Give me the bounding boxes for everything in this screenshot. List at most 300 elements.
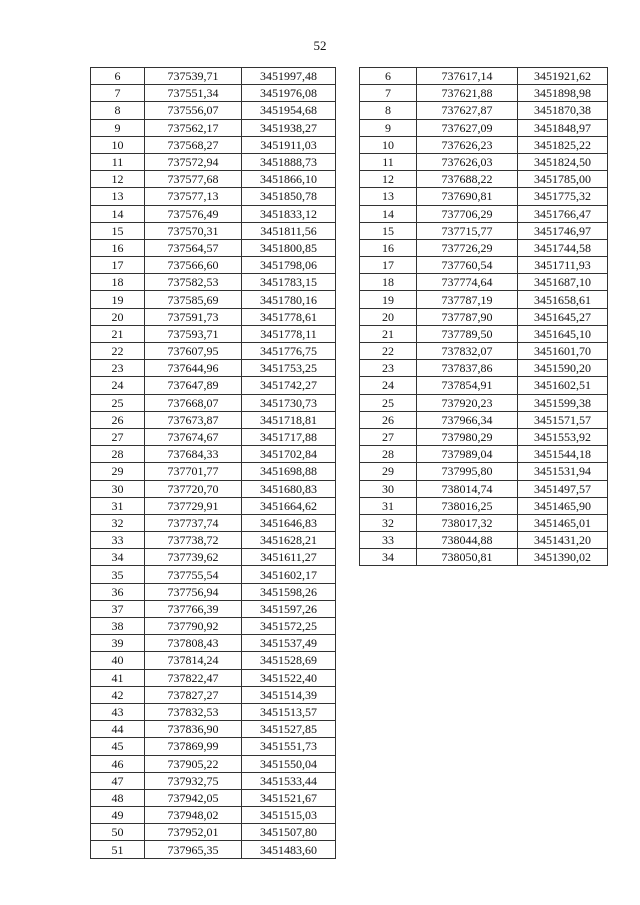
y-coordinate-cell: 3451590,20	[518, 360, 608, 377]
y-coordinate-cell: 3451921,62	[518, 68, 608, 85]
table-row	[360, 205, 608, 222]
y-coordinate-cell: 3451599,38	[518, 394, 608, 411]
x-coordinate-cell: 737570,31	[145, 222, 242, 239]
x-coordinate-cell: 737814,24	[145, 652, 242, 669]
table-row	[91, 807, 336, 824]
y-coordinate-cell: 3451513,57	[242, 703, 336, 720]
y-coordinate-cell: 3451544,18	[518, 446, 608, 463]
y-coordinate-cell: 3451778,61	[242, 308, 336, 325]
point-number-cell: 26	[360, 411, 417, 428]
y-coordinate-cell: 3451717,88	[242, 428, 336, 445]
table-row	[360, 291, 608, 308]
x-coordinate-cell: 737617,14	[417, 68, 518, 85]
y-coordinate-cell: 3451521,67	[242, 789, 336, 806]
point-number-cell: 18	[360, 274, 417, 291]
point-number-cell: 28	[91, 446, 145, 463]
table-row	[91, 514, 336, 531]
y-coordinate-cell: 3451698,88	[242, 463, 336, 480]
x-coordinate-cell: 737827,27	[145, 686, 242, 703]
x-coordinate-cell: 737965,35	[145, 841, 242, 858]
point-number-cell: 15	[91, 222, 145, 239]
x-coordinate-cell: 737556,07	[145, 102, 242, 119]
x-coordinate-cell: 737572,94	[145, 153, 242, 170]
y-coordinate-cell: 3451645,10	[518, 325, 608, 342]
y-coordinate-cell: 3451898,98	[518, 85, 608, 102]
x-coordinate-cell: 737755,54	[145, 566, 242, 583]
table-row	[91, 824, 336, 841]
table-row	[91, 343, 336, 360]
y-coordinate-cell: 3451537,49	[242, 635, 336, 652]
table-row	[91, 738, 336, 755]
x-coordinate-cell: 737684,33	[145, 446, 242, 463]
x-coordinate-cell: 737568,27	[145, 136, 242, 153]
x-coordinate-cell: 737774,64	[417, 274, 518, 291]
x-coordinate-cell: 737836,90	[145, 721, 242, 738]
point-number-cell: 34	[91, 549, 145, 566]
x-coordinate-cell: 738050,81	[417, 549, 518, 566]
point-number-cell: 27	[360, 428, 417, 445]
table-row	[360, 411, 608, 428]
table-row	[91, 325, 336, 342]
point-number-cell: 12	[360, 171, 417, 188]
table-row	[91, 841, 336, 858]
point-number-cell: 17	[360, 257, 417, 274]
y-coordinate-cell: 3451522,40	[242, 669, 336, 686]
x-coordinate-cell: 737582,53	[145, 274, 242, 291]
y-coordinate-cell: 3451938,27	[242, 119, 336, 136]
x-coordinate-cell: 737989,04	[417, 446, 518, 463]
x-coordinate-cell: 737621,88	[417, 85, 518, 102]
x-coordinate-cell: 737690,81	[417, 188, 518, 205]
y-coordinate-cell: 3451531,94	[518, 463, 608, 480]
point-number-cell: 29	[91, 463, 145, 480]
point-number-cell: 37	[91, 600, 145, 617]
y-coordinate-cell: 3451602,51	[518, 377, 608, 394]
y-coordinate-cell: 3451744,58	[518, 239, 608, 256]
table-row	[360, 532, 608, 549]
y-coordinate-cell: 3451730,73	[242, 394, 336, 411]
point-number-cell: 39	[91, 635, 145, 652]
y-coordinate-cell: 3451753,25	[242, 360, 336, 377]
y-coordinate-cell: 3451780,16	[242, 291, 336, 308]
table-row	[91, 497, 336, 514]
y-coordinate-cell: 3451465,90	[518, 497, 608, 514]
x-coordinate-cell: 737647,89	[145, 377, 242, 394]
point-number-cell: 28	[360, 446, 417, 463]
x-coordinate-cell: 737832,53	[145, 703, 242, 720]
x-coordinate-cell: 737905,22	[145, 755, 242, 772]
point-number-cell: 32	[360, 514, 417, 531]
y-coordinate-cell: 3451833,12	[242, 205, 336, 222]
x-coordinate-cell: 737854,91	[417, 377, 518, 394]
y-coordinate-cell: 3451711,93	[518, 257, 608, 274]
table-row	[91, 721, 336, 738]
point-number-cell: 18	[91, 274, 145, 291]
table-row	[91, 171, 336, 188]
point-number-cell: 23	[360, 360, 417, 377]
y-coordinate-cell: 3451783,15	[242, 274, 336, 291]
y-coordinate-cell: 3451766,47	[518, 205, 608, 222]
table-row	[360, 360, 608, 377]
x-coordinate-cell: 737576,49	[145, 205, 242, 222]
y-coordinate-cell: 3451776,75	[242, 343, 336, 360]
x-coordinate-cell: 737837,86	[417, 360, 518, 377]
point-number-cell: 6	[91, 68, 145, 85]
point-number-cell: 30	[91, 480, 145, 497]
point-number-cell: 9	[91, 119, 145, 136]
table-row	[91, 222, 336, 239]
x-coordinate-cell: 737787,19	[417, 291, 518, 308]
x-coordinate-cell: 737644,96	[145, 360, 242, 377]
coordinates-table-left	[90, 67, 336, 859]
y-coordinate-cell: 3451628,21	[242, 532, 336, 549]
point-number-cell: 36	[91, 583, 145, 600]
y-coordinate-cell: 3451601,70	[518, 343, 608, 360]
point-number-cell: 11	[91, 153, 145, 170]
point-number-cell: 25	[91, 394, 145, 411]
point-number-cell: 45	[91, 738, 145, 755]
y-coordinate-cell: 3451870,38	[518, 102, 608, 119]
point-number-cell: 14	[360, 205, 417, 222]
point-number-cell: 24	[91, 377, 145, 394]
point-number-cell: 8	[360, 102, 417, 119]
table-row	[91, 446, 336, 463]
y-coordinate-cell: 3451598,26	[242, 583, 336, 600]
point-number-cell: 13	[360, 188, 417, 205]
point-number-cell: 32	[91, 514, 145, 531]
x-coordinate-cell: 737966,34	[417, 411, 518, 428]
x-coordinate-cell: 737952,01	[145, 824, 242, 841]
x-coordinate-cell: 737756,94	[145, 583, 242, 600]
y-coordinate-cell: 3451658,61	[518, 291, 608, 308]
x-coordinate-cell: 737760,54	[417, 257, 518, 274]
point-number-cell: 38	[91, 618, 145, 635]
table-row	[360, 446, 608, 463]
table-row	[91, 789, 336, 806]
table-row	[91, 257, 336, 274]
table-row	[91, 583, 336, 600]
table-row	[91, 136, 336, 153]
table-row	[360, 153, 608, 170]
point-number-cell: 30	[360, 480, 417, 497]
table-row	[91, 308, 336, 325]
table-row	[91, 463, 336, 480]
table-row	[360, 102, 608, 119]
point-number-cell: 50	[91, 824, 145, 841]
y-coordinate-cell: 3451848,97	[518, 119, 608, 136]
x-coordinate-cell: 738044,88	[417, 532, 518, 549]
table-row	[91, 600, 336, 617]
table-row	[360, 377, 608, 394]
y-coordinate-cell: 3451431,20	[518, 532, 608, 549]
table-row	[91, 703, 336, 720]
table-row	[91, 188, 336, 205]
point-number-cell: 22	[360, 343, 417, 360]
point-number-cell: 19	[360, 291, 417, 308]
x-coordinate-cell: 737980,29	[417, 428, 518, 445]
table-row	[360, 514, 608, 531]
table-row	[360, 257, 608, 274]
table-row	[91, 68, 336, 85]
y-coordinate-cell: 3451778,11	[242, 325, 336, 342]
x-coordinate-cell: 737787,90	[417, 308, 518, 325]
x-coordinate-cell: 737832,07	[417, 343, 518, 360]
point-number-cell: 14	[91, 205, 145, 222]
x-coordinate-cell: 737688,22	[417, 171, 518, 188]
table-row	[91, 480, 336, 497]
y-coordinate-cell: 3451798,06	[242, 257, 336, 274]
table-row	[91, 411, 336, 428]
point-number-cell: 10	[360, 136, 417, 153]
y-coordinate-cell: 3451702,84	[242, 446, 336, 463]
x-coordinate-cell: 738016,25	[417, 497, 518, 514]
point-number-cell: 16	[360, 239, 417, 256]
x-coordinate-cell: 737566,60	[145, 257, 242, 274]
y-coordinate-cell: 3451597,26	[242, 600, 336, 617]
y-coordinate-cell: 3451785,00	[518, 171, 608, 188]
x-coordinate-cell: 737822,47	[145, 669, 242, 686]
table-row	[91, 755, 336, 772]
x-coordinate-cell: 737920,23	[417, 394, 518, 411]
point-number-cell: 21	[360, 325, 417, 342]
x-coordinate-cell: 738014,74	[417, 480, 518, 497]
point-number-cell: 15	[360, 222, 417, 239]
point-number-cell: 33	[360, 532, 417, 549]
x-coordinate-cell: 737706,29	[417, 205, 518, 222]
x-coordinate-cell: 737539,71	[145, 68, 242, 85]
y-coordinate-cell: 3451550,04	[242, 755, 336, 772]
x-coordinate-cell: 737577,13	[145, 188, 242, 205]
x-coordinate-cell: 737577,68	[145, 171, 242, 188]
x-coordinate-cell: 737715,77	[417, 222, 518, 239]
y-coordinate-cell: 3451800,85	[242, 239, 336, 256]
x-coordinate-cell: 737789,50	[417, 325, 518, 342]
x-coordinate-cell: 737551,34	[145, 85, 242, 102]
y-coordinate-cell: 3451497,57	[518, 480, 608, 497]
x-coordinate-cell: 737739,62	[145, 549, 242, 566]
point-number-cell: 16	[91, 239, 145, 256]
point-number-cell: 48	[91, 789, 145, 806]
table-row	[360, 222, 608, 239]
point-number-cell: 20	[360, 308, 417, 325]
table-row	[91, 669, 336, 686]
x-coordinate-cell: 737627,09	[417, 119, 518, 136]
y-coordinate-cell: 3451997,48	[242, 68, 336, 85]
x-coordinate-cell: 737591,73	[145, 308, 242, 325]
table-row	[91, 205, 336, 222]
x-coordinate-cell: 737701,77	[145, 463, 242, 480]
point-number-cell: 6	[360, 68, 417, 85]
table-row	[360, 136, 608, 153]
table-row	[91, 102, 336, 119]
point-number-cell: 43	[91, 703, 145, 720]
y-coordinate-cell: 3451687,10	[518, 274, 608, 291]
table-row	[91, 652, 336, 669]
table-row	[360, 119, 608, 136]
y-coordinate-cell: 3451824,50	[518, 153, 608, 170]
x-coordinate-cell: 737932,75	[145, 772, 242, 789]
point-number-cell: 34	[360, 549, 417, 566]
table-row	[91, 153, 336, 170]
y-coordinate-cell: 3451571,57	[518, 411, 608, 428]
point-number-cell: 51	[91, 841, 145, 858]
x-coordinate-cell: 738017,32	[417, 514, 518, 531]
x-coordinate-cell: 737942,05	[145, 789, 242, 806]
y-coordinate-cell: 3451664,62	[242, 497, 336, 514]
y-coordinate-cell: 3451611,27	[242, 549, 336, 566]
y-coordinate-cell: 3451718,81	[242, 411, 336, 428]
point-number-cell: 11	[360, 153, 417, 170]
table-row	[91, 549, 336, 566]
y-coordinate-cell: 3451390,02	[518, 549, 608, 566]
table-row	[360, 480, 608, 497]
table-row	[360, 308, 608, 325]
y-coordinate-cell: 3451507,80	[242, 824, 336, 841]
table-row	[91, 360, 336, 377]
y-coordinate-cell: 3451602,17	[242, 566, 336, 583]
point-number-cell: 19	[91, 291, 145, 308]
y-coordinate-cell: 3451646,83	[242, 514, 336, 531]
y-coordinate-cell: 3451551,73	[242, 738, 336, 755]
y-coordinate-cell: 3451954,68	[242, 102, 336, 119]
coordinates-table-left-body	[91, 68, 336, 859]
point-number-cell: 27	[91, 428, 145, 445]
point-number-cell: 10	[91, 136, 145, 153]
table-row	[360, 343, 608, 360]
y-coordinate-cell: 3451866,10	[242, 171, 336, 188]
page-number: 52	[313, 38, 327, 53]
x-coordinate-cell: 737626,03	[417, 153, 518, 170]
point-number-cell: 42	[91, 686, 145, 703]
y-coordinate-cell: 3451888,73	[242, 153, 336, 170]
y-coordinate-cell: 3451825,22	[518, 136, 608, 153]
coordinates-table-right	[359, 67, 608, 566]
x-coordinate-cell: 737869,99	[145, 738, 242, 755]
table-row	[360, 188, 608, 205]
y-coordinate-cell: 3451811,56	[242, 222, 336, 239]
x-coordinate-cell: 737626,23	[417, 136, 518, 153]
table-row	[360, 68, 608, 85]
table-row	[91, 377, 336, 394]
table-row	[360, 325, 608, 342]
x-coordinate-cell: 737738,72	[145, 532, 242, 549]
y-coordinate-cell: 3451775,32	[518, 188, 608, 205]
point-number-cell: 20	[91, 308, 145, 325]
x-coordinate-cell: 737995,80	[417, 463, 518, 480]
table-row	[91, 274, 336, 291]
x-coordinate-cell: 737674,67	[145, 428, 242, 445]
table-row	[91, 566, 336, 583]
x-coordinate-cell: 737729,91	[145, 497, 242, 514]
point-number-cell: 44	[91, 721, 145, 738]
x-coordinate-cell: 737948,02	[145, 807, 242, 824]
table-row	[91, 291, 336, 308]
table-row	[360, 549, 608, 566]
point-number-cell: 24	[360, 377, 417, 394]
table-row	[360, 497, 608, 514]
y-coordinate-cell: 3451742,27	[242, 377, 336, 394]
x-coordinate-cell: 737585,69	[145, 291, 242, 308]
y-coordinate-cell: 3451514,39	[242, 686, 336, 703]
point-number-cell: 7	[360, 85, 417, 102]
y-coordinate-cell: 3451976,08	[242, 85, 336, 102]
point-number-cell: 26	[91, 411, 145, 428]
table-row	[91, 686, 336, 703]
table-row	[91, 119, 336, 136]
y-coordinate-cell: 3451527,85	[242, 721, 336, 738]
point-number-cell: 21	[91, 325, 145, 342]
x-coordinate-cell: 737720,70	[145, 480, 242, 497]
x-coordinate-cell: 737790,92	[145, 618, 242, 635]
point-number-cell: 46	[91, 755, 145, 772]
table-row	[91, 428, 336, 445]
point-number-cell: 9	[360, 119, 417, 136]
x-coordinate-cell: 737593,71	[145, 325, 242, 342]
y-coordinate-cell: 3451572,25	[242, 618, 336, 635]
x-coordinate-cell: 737607,95	[145, 343, 242, 360]
point-number-cell: 22	[91, 343, 145, 360]
y-coordinate-cell: 3451911,03	[242, 136, 336, 153]
table-row	[360, 428, 608, 445]
table-row	[91, 635, 336, 652]
x-coordinate-cell: 737562,17	[145, 119, 242, 136]
y-coordinate-cell: 3451465,01	[518, 514, 608, 531]
x-coordinate-cell: 737564,57	[145, 239, 242, 256]
point-number-cell: 33	[91, 532, 145, 549]
table-row	[360, 463, 608, 480]
table-row	[360, 239, 608, 256]
table-row	[91, 85, 336, 102]
table-row	[360, 394, 608, 411]
point-number-cell: 12	[91, 171, 145, 188]
x-coordinate-cell: 737726,29	[417, 239, 518, 256]
table-row	[91, 394, 336, 411]
table-row	[360, 274, 608, 291]
y-coordinate-cell: 3451746,97	[518, 222, 608, 239]
point-number-cell: 35	[91, 566, 145, 583]
point-number-cell: 47	[91, 772, 145, 789]
table-row	[360, 85, 608, 102]
x-coordinate-cell: 737766,39	[145, 600, 242, 617]
y-coordinate-cell: 3451645,27	[518, 308, 608, 325]
point-number-cell: 31	[91, 497, 145, 514]
point-number-cell: 13	[91, 188, 145, 205]
y-coordinate-cell: 3451515,03	[242, 807, 336, 824]
point-number-cell: 25	[360, 394, 417, 411]
point-number-cell: 17	[91, 257, 145, 274]
x-coordinate-cell: 737737,74	[145, 514, 242, 531]
table-row	[91, 772, 336, 789]
point-number-cell: 8	[91, 102, 145, 119]
x-coordinate-cell: 737627,87	[417, 102, 518, 119]
y-coordinate-cell: 3451680,83	[242, 480, 336, 497]
x-coordinate-cell: 737808,43	[145, 635, 242, 652]
point-number-cell: 31	[360, 497, 417, 514]
y-coordinate-cell: 3451528,69	[242, 652, 336, 669]
x-coordinate-cell: 737668,07	[145, 394, 242, 411]
point-number-cell: 23	[91, 360, 145, 377]
table-row	[360, 171, 608, 188]
table-row	[91, 532, 336, 549]
point-number-cell: 29	[360, 463, 417, 480]
coordinates-table-right-body	[360, 68, 608, 566]
y-coordinate-cell: 3451850,78	[242, 188, 336, 205]
y-coordinate-cell: 3451483,60	[242, 841, 336, 858]
y-coordinate-cell: 3451553,92	[518, 428, 608, 445]
point-number-cell: 7	[91, 85, 145, 102]
table-row	[91, 618, 336, 635]
x-coordinate-cell: 737673,87	[145, 411, 242, 428]
